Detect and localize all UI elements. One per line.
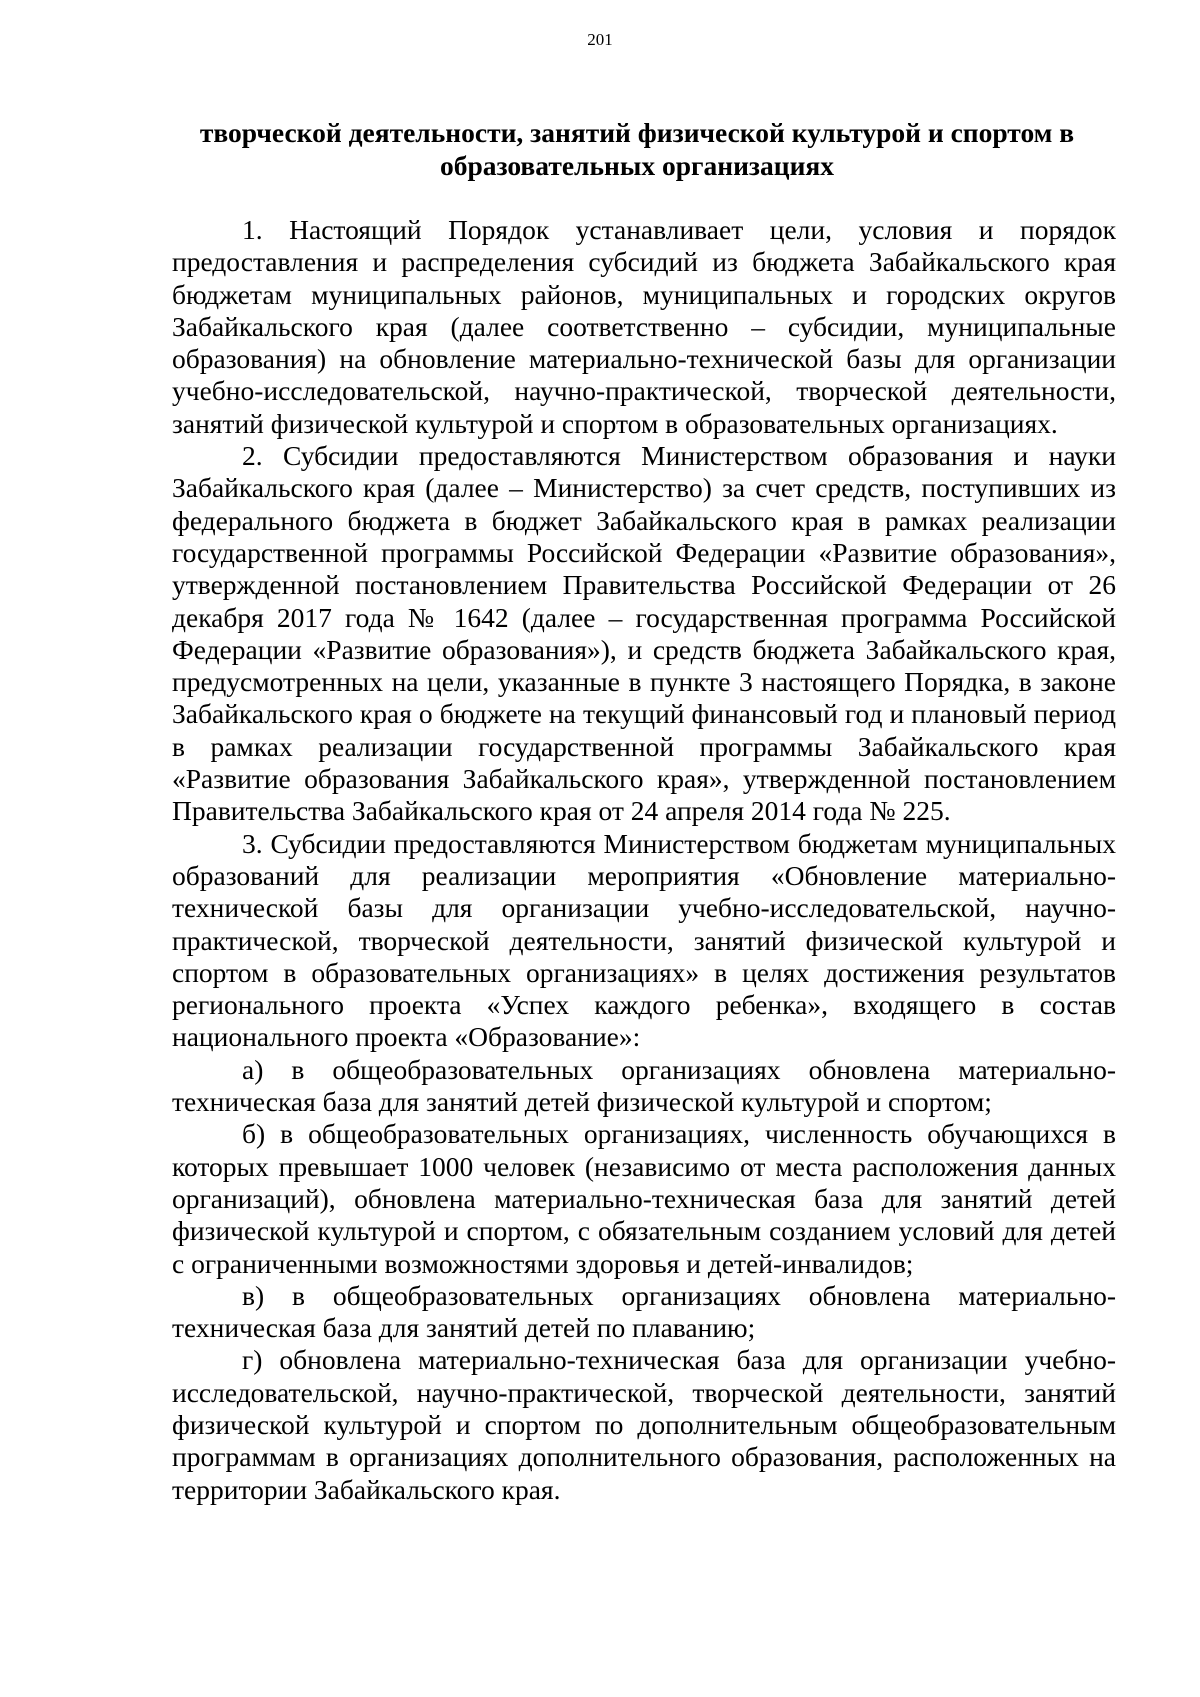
list-item-v: в) в общеобразовательных организациях обновлена материально-техническая база для занятий детей по плаванию; bbox=[172, 1279, 1116, 1344]
list-item-g: г) обновлена материально-техническая база для организации учебно-исследовательской, научно-практической, творческой деятельности, занятий физической культурой и спортом по дополнительным общеобразовательным программам в организациях дополнительного образования, расположенных на территории Забайкальского края. bbox=[172, 1344, 1116, 1505]
paragraph-2: 2. Субсидии предоставляются Министерством образования и науки Забайкальского края (далее – Министерство) за счет средств, поступивших из федерального бюджета в бюджет Забайкальского края в рамках реализации государственной программы Российской Федерации «Развитие образования», утвержденной постановлением Правительства Российской Федерации от 26 декабря 2017 года № 1642 (далее – государственная программа Российской Федерации «Развитие образования»), и средств бюджета Забайкальского края, предусмотренных на цели, указанные в пункте 3 настоящего Порядка, в законе Забайкальского края о бюджете на текущий финансовый год и плановый период в рамках реализации государственной программы Забайкальского края «Развитие образования Забайкальского края», утвержденной постановлением Правительства Забайкальского края от 24 апреля 2014 года № 225. bbox=[172, 440, 1116, 827]
paragraph-3: 3. Субсидии предоставляются Министерством бюджетам муниципальных образований для реализации мероприятия «Обновление материально-технической базы для организации учебно-исследовательской, научно-практической, творческой деятельности, занятий физической культурой и спортом в образовательных организациях» в целях достижения результатов регионального проекта «Успех каждого ребенка», входящего в состав национального проекта «Образование»: bbox=[172, 827, 1116, 1053]
list-item-b: б) в общеобразовательных организациях, численность обучающихся в которых превышает 1000 человек (независимо от места расположения данных организаций), обновлена материально-техническая база для занятий детей физической культурой и спортом, с обязательным созданием условий для детей с ограниченными возможностями здоровья и детей-инвалидов; bbox=[172, 1118, 1116, 1279]
paragraph-1: 1. Настоящий Порядок устанавливает цели, условия и порядок предоставления и распределения субсидий из бюджета Забайкальского края бюджетам муниципальных районов, муниципальных и городских округов Забайкальского края (далее соответственно – субсидии, муниципальные образования) на обновление материально-технической базы для организации учебно-исследовательской, научно-практической, творческой деятельности, занятий физической культурой и спортом в образовательных организациях. bbox=[172, 214, 1116, 439]
page-number: 201 bbox=[587, 30, 613, 49]
section-heading: творческой деятельности, занятий физической культурой и спортом в образовательных организациях bbox=[199, 117, 1075, 181]
list-item-a: а) в общеобразовательных организациях обновлена материально-техническая база для занятий детей физической культурой и спортом; bbox=[172, 1053, 1116, 1118]
document-body bbox=[172, 214, 1116, 1506]
